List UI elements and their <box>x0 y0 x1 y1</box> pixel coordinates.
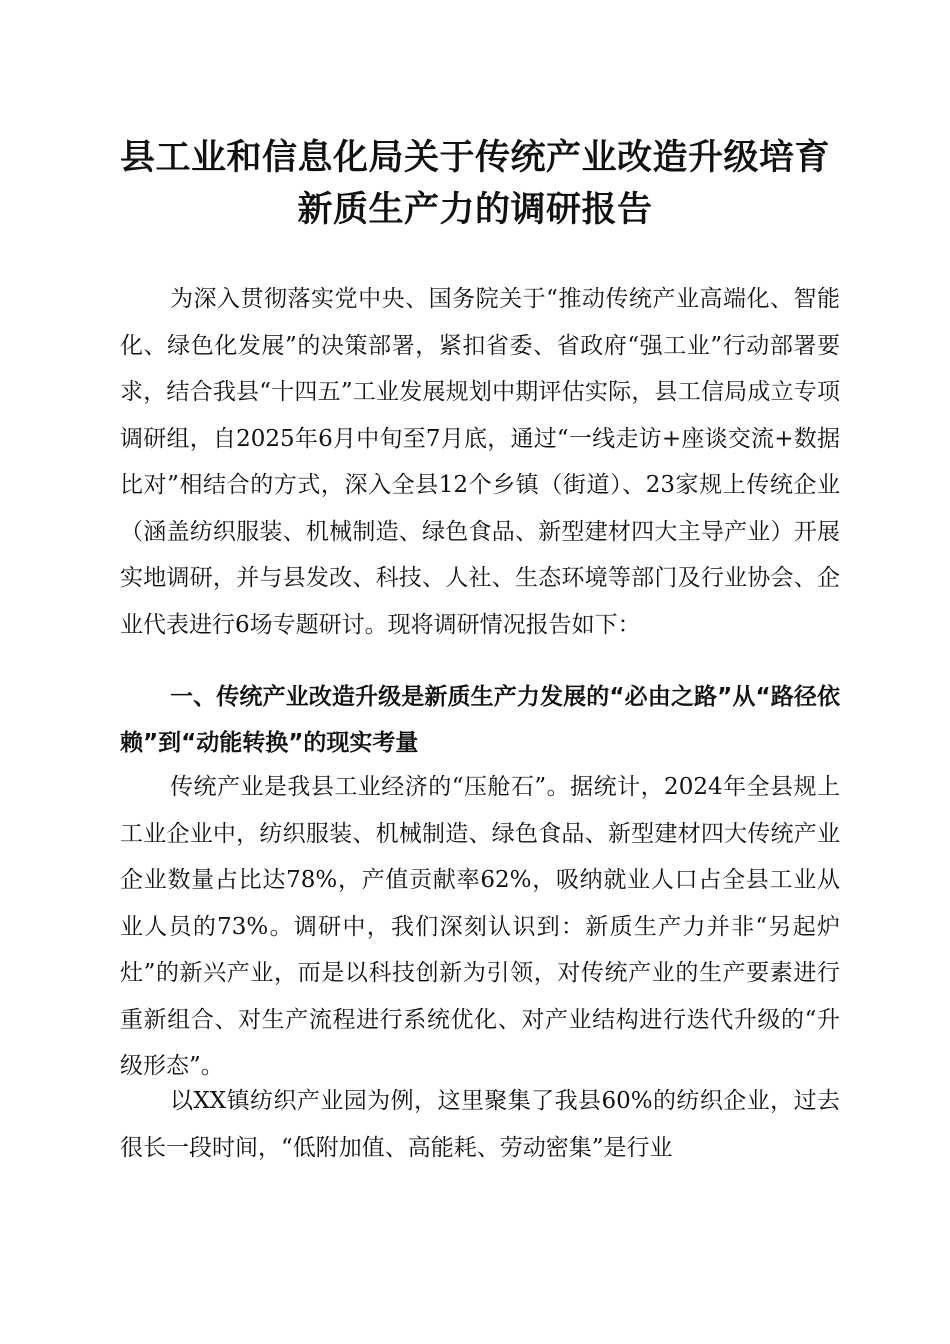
document-title-line-1: 县工业和信息化局关于传统产业改造升级培育 <box>119 137 830 178</box>
section-1-paragraph-1: 传统产业是我县工业经济的“压舱石”。据统计，2024年全县规上工业企业中，纺织服装、机械制造、绿色食品、新型建材四大传统产业企业数量占比达78%，产值贡献率62%，吸纳就业人口占全县工业从业人员的73%。调研中，我们深刻认识到：新质生产力并非“另起炉灶”的新兴产业，而是以科技创新为引领，对传统产业的生产要素进行重新组合、对生产流程进行系统优化、对产业结构进行迭代升级的“升级形态”。 <box>120 774 840 1079</box>
section-1-heading: 一、传统产业改造升级是新质生产力发展的“必由之路”从“路径依赖”到“动能转换”的现实考量 <box>120 684 840 756</box>
document-title-line-2: 新质生产力的调研报告 <box>297 189 653 230</box>
intro-paragraph: 为深入贯彻落实党中央、国务院关于“推动传统产业高端化、智能化、绿色化发展”的决策部署，紧扣省委、省政府“强工业”行动部署要求，结合我县“十四五”工业发展规划中期评估实际，县工信局成立专项调研组，自2025年6月中旬至7月底，通过“一线走访+座谈交流+数据比对”相结合的方式，深入全县12个乡镇（街道）、23家规上传统企业（涵盖纺织服装、机械制造、绿色食品、新型建材四大主导产业）开展实地调研，并与县发改、科技、人社、生态环境等部门及行业协会、企业代表进行6场专题研讨。现将调研情况报告如下： <box>120 286 840 638</box>
section-1-paragraph-2: 以XX镇纺织产业园为例，这里聚集了我县60%的纺织企业，过去很长一段时间，“低附加值、高能耗、劳动密集”是行业 <box>120 1088 840 1161</box>
